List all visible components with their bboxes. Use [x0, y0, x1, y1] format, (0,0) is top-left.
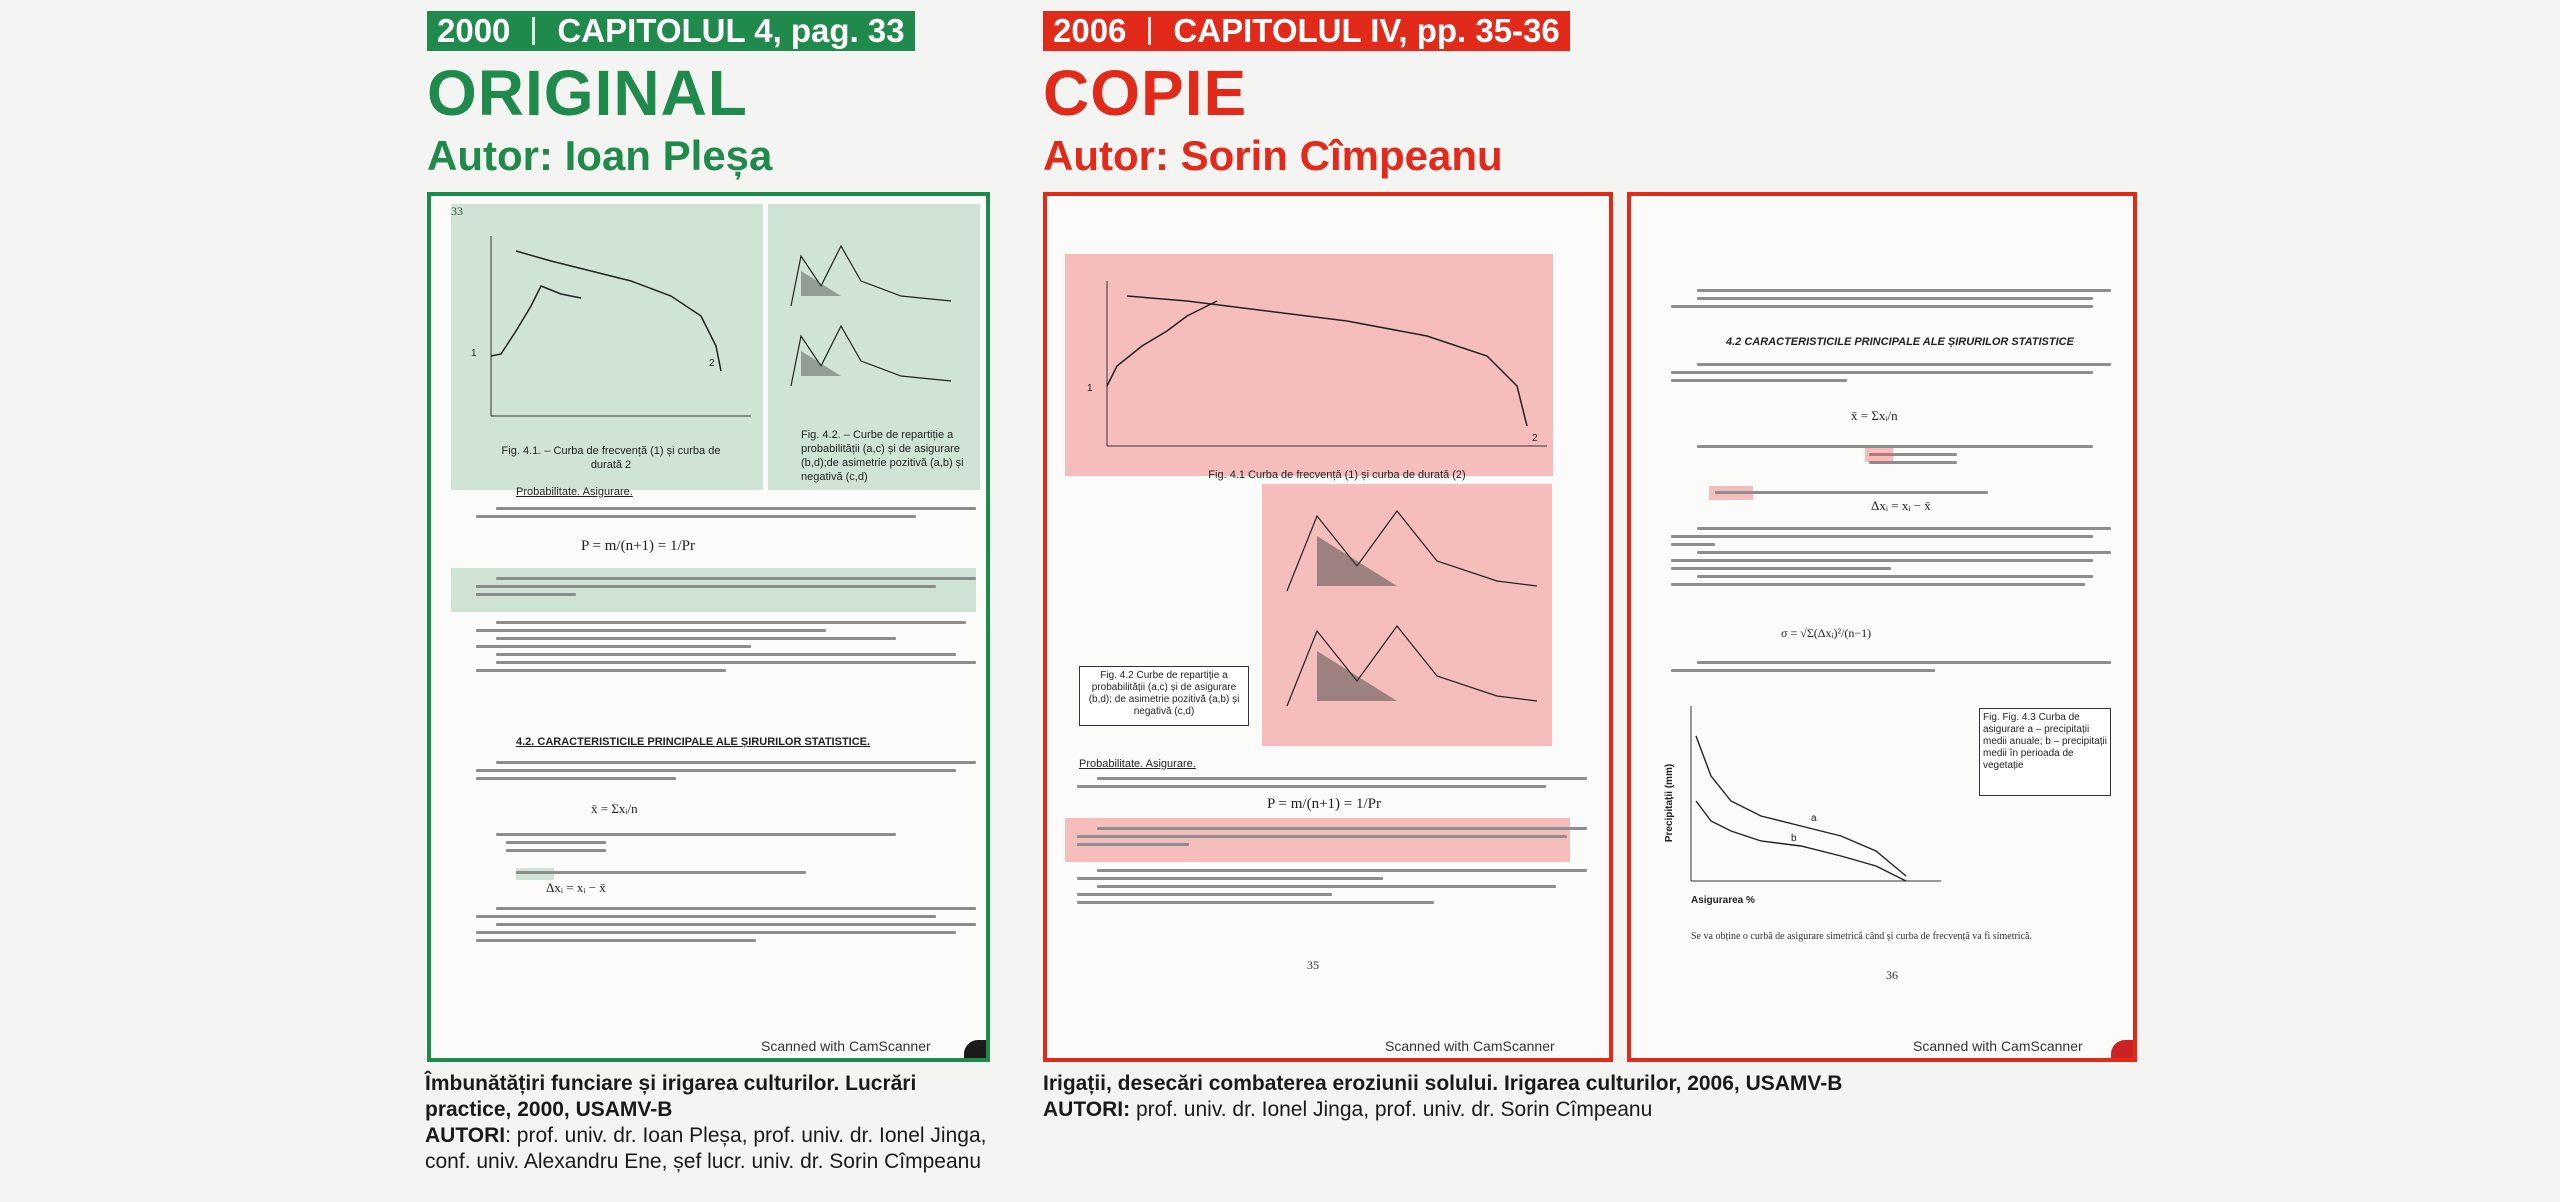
original-authors-label: AUTORI	[425, 1124, 506, 1147]
copy-tag	[1043, 11, 1570, 51]
fig2-caption: Fig. 4.2. – Curbe de repartiție a probabilității (a,c) și de asigurare (b,d);de asimetrie pozitivă (a,b) și negativă (c,d)	[801, 429, 964, 483]
svg-text:1: 1	[471, 348, 477, 359]
original-column	[427, 0, 991, 181]
formula-mean-copy: x̄ = Σxᵢ/n	[1851, 408, 1898, 423]
fig1-caption: Fig. 4.1. – Curba de frecvență (1) și curba de durată 2	[501, 445, 721, 471]
formula-probability-copy: P = m/(n+1) = 1/Pr	[1267, 796, 1381, 812]
original-authors-line	[425, 1123, 995, 1175]
original-author: Autor: Ioan Pleșa	[427, 132, 773, 179]
copy-caption	[1043, 1071, 2143, 1123]
scanned-label-copy-1: Scanned with CamScanner	[1385, 1038, 1555, 1054]
paragraph-characteristic	[476, 902, 976, 947]
svg-text:1: 1	[1087, 383, 1093, 394]
original-book-title: Îmbunătățiri funciare și irigarea culturilor. Lucrări practice, 2000, USAMV-B	[425, 1072, 917, 1121]
original-caption	[425, 1071, 995, 1175]
paragraph-example	[476, 616, 976, 677]
fig3-chart-drawing	[1661, 696, 1951, 896]
original-scan-frame	[427, 192, 990, 1062]
fig3-caption-box	[1979, 708, 2111, 796]
svg-text:2: 2	[709, 358, 715, 369]
page-number: 33	[451, 204, 463, 218]
formula-mean: x̄ = Σxᵢ/n	[591, 801, 638, 816]
copy-scan-frame-2	[1627, 192, 2137, 1062]
copy-year: 2006	[1053, 12, 1127, 49]
paragraph-max-probability	[476, 572, 976, 601]
copy-title: COPIE	[1043, 57, 1248, 129]
paragraph-characteristic-copy	[1671, 522, 2111, 591]
scanned-label-copy-2: Scanned with CamScanner	[1913, 1038, 2083, 1054]
fig1-copy-caption: Fig. 4.1 Curba de frecvență (1) și curba de durată (2)	[1208, 469, 1466, 481]
original-tag	[427, 11, 915, 51]
copy-chapter: CAPITOLUL IV, pp. 35-36	[1173, 12, 1560, 49]
paragraph-example-copy	[1077, 864, 1587, 909]
original-title: ORIGINAL	[427, 57, 748, 129]
paragraph-diff	[476, 866, 976, 879]
fig3-xlabel: Asigurarea %	[1691, 895, 1755, 906]
copy-column	[1043, 0, 2137, 181]
copy-book-title: Irigații, desecări combaterea eroziunii solului. Irigarea culturilor, 2006, USAMV-B	[1043, 1072, 1843, 1095]
page-corner	[964, 1040, 986, 1058]
paragraph-mean-copy	[1671, 358, 2111, 387]
original-authors: : prof. univ. dr. Ioan Pleșa, prof. univ. dr. Ionel Jinga, conf. univ. Alexandru Ene, șef lucr. univ. dr. Sorin Cîmpeanu	[425, 1124, 987, 1173]
fig3-ylabel: Precipitații (mm)	[1664, 763, 1676, 843]
svg-text:2: 2	[1532, 433, 1538, 444]
svg-text:b: b	[1791, 833, 1797, 844]
paragraph-variation-copy	[1671, 656, 2111, 677]
copy-author: Autor: Sorin Cîmpeanu	[1043, 132, 1503, 179]
scanned-label: Scanned with CamScanner	[761, 1038, 931, 1054]
bottom-text-copy: Se va obține o curbă de asigurare simetrică când și curba de frecvență va fi simetrică.	[1691, 931, 2032, 942]
copy-scan-page-36	[1631, 196, 2133, 1058]
paragraph-deviation	[476, 828, 976, 857]
svg-text:a: a	[1811, 813, 1817, 824]
copy-scan-page-35	[1047, 196, 1609, 1058]
fig1-copy-chart-drawing	[1087, 276, 1557, 466]
copy-authors-line	[1043, 1097, 2143, 1123]
paragraph-precision-copy	[1671, 284, 2111, 313]
original-scan-page	[431, 196, 986, 1058]
copy-authors: prof. univ. dr. Ionel Jinga, prof. univ. dr. Sorin Cîmpeanu	[1130, 1098, 1653, 1121]
formula-probability: P = m/(n+1) = 1/Pr	[581, 538, 695, 554]
fig2-copy-chart-drawing	[1277, 496, 1547, 736]
page-number-35: 35	[1307, 958, 1319, 972]
highlight-xi-copy	[1865, 448, 1893, 462]
copy-scan-frame-1	[1043, 192, 1613, 1062]
paragraph-probability-copy	[1077, 772, 1587, 793]
section-heading-copy: 4.2 CARACTERISTICILE PRINCIPALE ALE ȘIRURILOR STATISTICE	[1726, 336, 2074, 348]
page-corner	[2111, 1040, 2133, 1058]
paragraph-probability	[476, 502, 976, 523]
copy-authors-label: AUTORI:	[1043, 1098, 1131, 1121]
fig2-copy-caption-box	[1079, 666, 1249, 726]
fig1-chart-drawing	[471, 226, 761, 436]
original-chapter: CAPITOLUL 4, pag. 33	[557, 12, 905, 49]
paragraph-mean	[476, 756, 976, 785]
page-number-36: 36	[1886, 968, 1898, 982]
formula-diff-copy: Δxᵢ = xᵢ − x̄	[1871, 498, 1931, 513]
section-heading: 4.2. CARACTERISTICILE PRINCIPALE ALE ȘIRURILOR STATISTICE.	[516, 736, 871, 748]
fig2-copy-caption: Fig. 4.2 Curbe de repartiție a probabilității (a,c) și de asigurare (b,d); de asimetrie pozitivă (a,b) și negativă (c,d)	[1088, 670, 1240, 717]
formula-cv-copy: σ = √Σ(Δxᵢ)²/(n−1)	[1781, 626, 1872, 640]
original-year: 2000	[437, 12, 511, 49]
tag-separator	[532, 17, 535, 45]
formula-diff: Δxᵢ = xᵢ − x̄	[546, 880, 606, 895]
section-probability: Probabilitate. Asigurare.	[516, 486, 633, 498]
tag-separator	[1148, 17, 1151, 45]
fig2-chart-drawing	[781, 226, 971, 426]
section-probability-copy: Probabilitate. Asigurare.	[1079, 758, 1196, 770]
fig3-caption: Fig. Fig. 4.3 Curba de asigurare a – precipitații medii anuale; b – precipitații medii în perioada de vegetație	[1983, 712, 2107, 771]
paragraph-max-probability-copy	[1077, 822, 1587, 851]
